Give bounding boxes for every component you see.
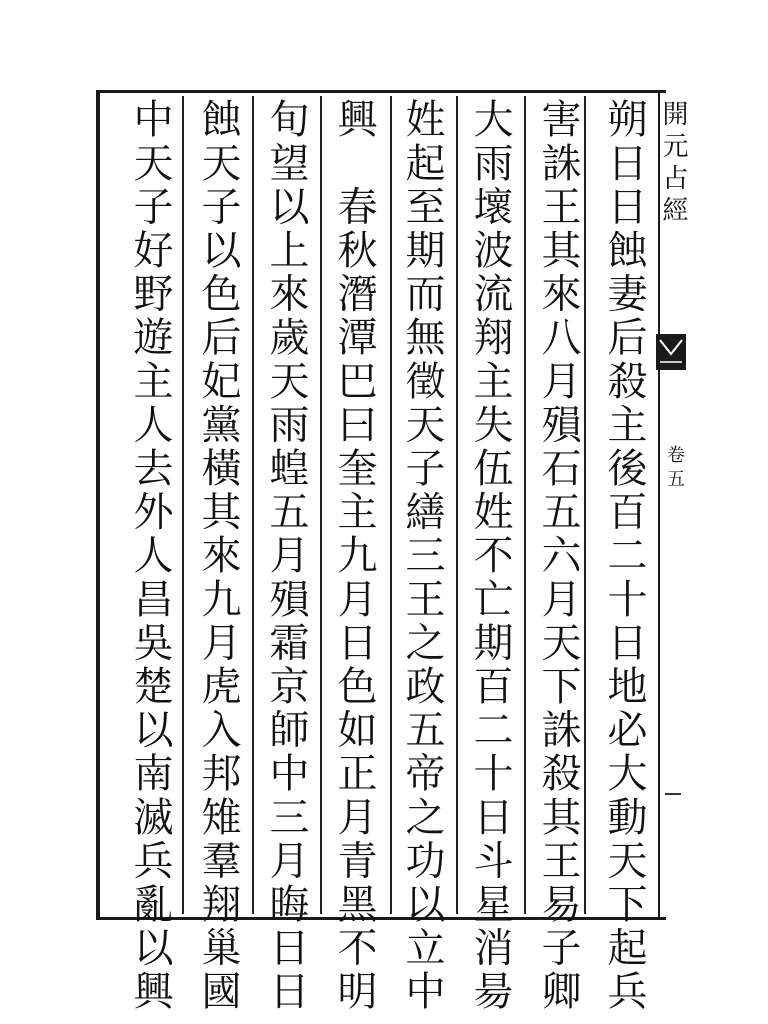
column-rule <box>320 96 322 914</box>
text-column-6: 旬望以上來歲天雨蝗五月殞霜京師中三月晦日日 <box>263 98 309 1014</box>
text-column-2: 害誅王其來八月殞石五六月天下誅殺其王易子卿 <box>535 98 581 1014</box>
column-rule <box>182 96 184 914</box>
column-rule <box>252 96 254 914</box>
text-column-3: 大雨壞波流翔主失伍姓不亡期百二十日斗星消昜 <box>467 98 513 1014</box>
text-column-7: 蝕天子以色后妃黨橫其來九月虎入邦雉羣翔巢國 <box>195 98 241 1014</box>
ink-speck <box>665 793 681 795</box>
column-rule <box>390 96 392 914</box>
text-column-1: 朔日日蝕妻后殺主後百二十日地必大動天下起兵 <box>601 98 647 1014</box>
column-rule <box>524 96 526 914</box>
text-column-4: 姓起至期而無徵天子繕三王之政五帝之功以立中 <box>399 98 445 1014</box>
fishtail-mark-icon <box>654 332 688 372</box>
chapter-label: 卷五 <box>664 445 685 493</box>
column-rule <box>456 96 458 914</box>
column-rule <box>584 96 586 914</box>
text-column-5: 興 春秋潛潭巴曰奎主九月日色如正月青黑不明 <box>331 98 377 1014</box>
book-title: 開元占經 <box>658 100 688 228</box>
text-column-8: 中天子好野遊主人去外人昌吳楚以南滅兵亂以興 <box>127 98 173 1014</box>
